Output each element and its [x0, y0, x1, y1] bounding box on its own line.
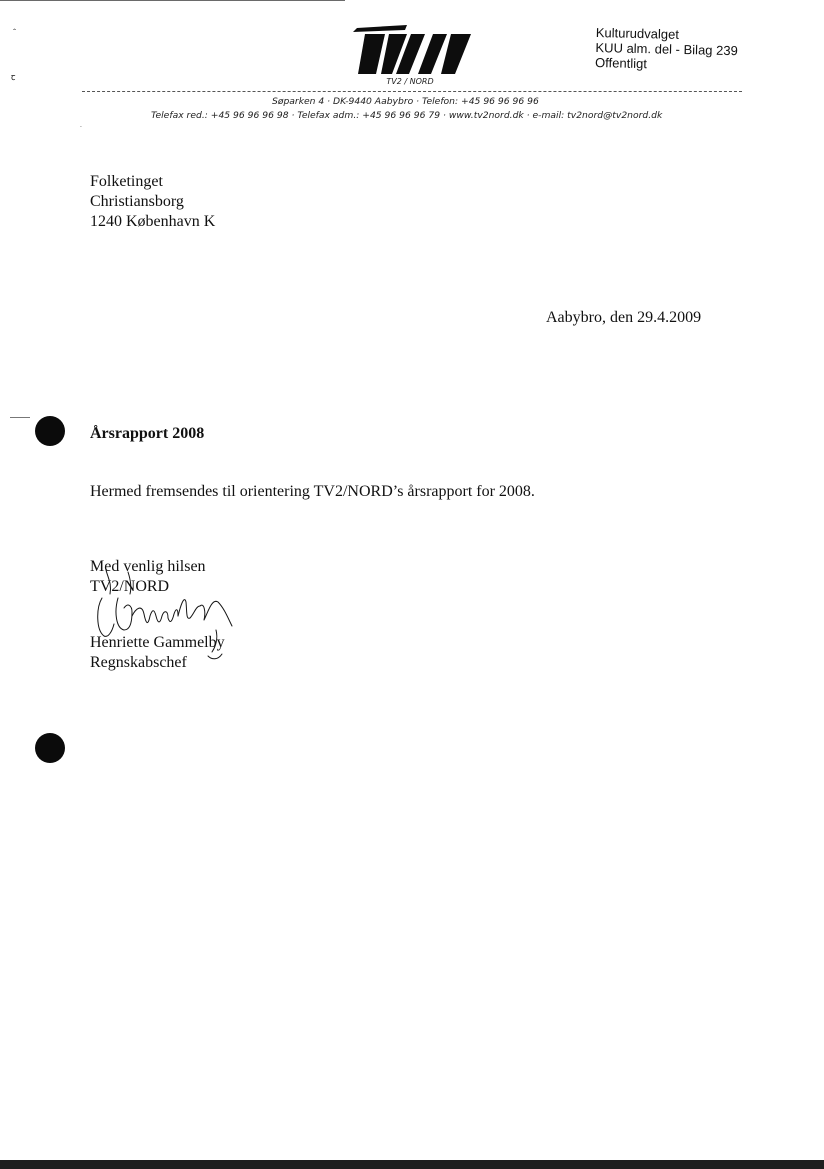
closing-organization: TV2/NORD [90, 578, 170, 595]
letter-subject: Årsrapport 2008 [90, 425, 205, 442]
scan-mark-top: ꞈ [13, 21, 16, 31]
archive-stamp [595, 25, 738, 73]
logo-caption: TV2 / NORD [386, 77, 434, 86]
letterhead-divider [82, 91, 742, 92]
punch-hole-upper [35, 416, 65, 446]
tv2-nord-logo [345, 18, 475, 86]
recipient-name: Folketinget [90, 173, 163, 190]
scan-mark-side: ꞇ [11, 73, 16, 83]
recipient-address [90, 172, 215, 232]
scan-top-edge [0, 0, 345, 1]
handwritten-signature [88, 568, 238, 668]
recipient-building: Christiansborg [90, 193, 184, 210]
letter-body: Hermed fremsendes til orientering TV2/NORD’s årsrapport for 2008. [90, 483, 535, 500]
signer-title: Regnskabschef [90, 654, 187, 671]
letterhead-address: Søparken 4 · DK-9440 Aabybro · Telefon: +45 96 96 96 96 [272, 96, 539, 107]
stamp-status: Offentligt [594, 54, 648, 72]
stamp-committee: Kulturudvalget [595, 25, 680, 42]
punch-hole-lower [35, 733, 65, 763]
letterhead-contact: Telefax red.: +45 96 96 96 98 · Telefax adm.: +45 96 96 96 79 · www.tv2nord.dk · e-mail: tv2nord@tv2nord.dk [151, 110, 663, 121]
signer-name: Henriette Gammelby [90, 634, 225, 651]
stamp-reference: KUU alm. del - Bilag 239 [595, 39, 738, 59]
closing-greeting: Med venlig hilsen [90, 558, 206, 575]
scan-dot: · [80, 124, 82, 131]
scan-bottom-edge [0, 1160, 824, 1169]
margin-fold-mark [10, 417, 30, 418]
recipient-city: 1240 København K [90, 213, 216, 230]
letter-date: Aabybro, den 29.4.2009 [546, 309, 702, 326]
